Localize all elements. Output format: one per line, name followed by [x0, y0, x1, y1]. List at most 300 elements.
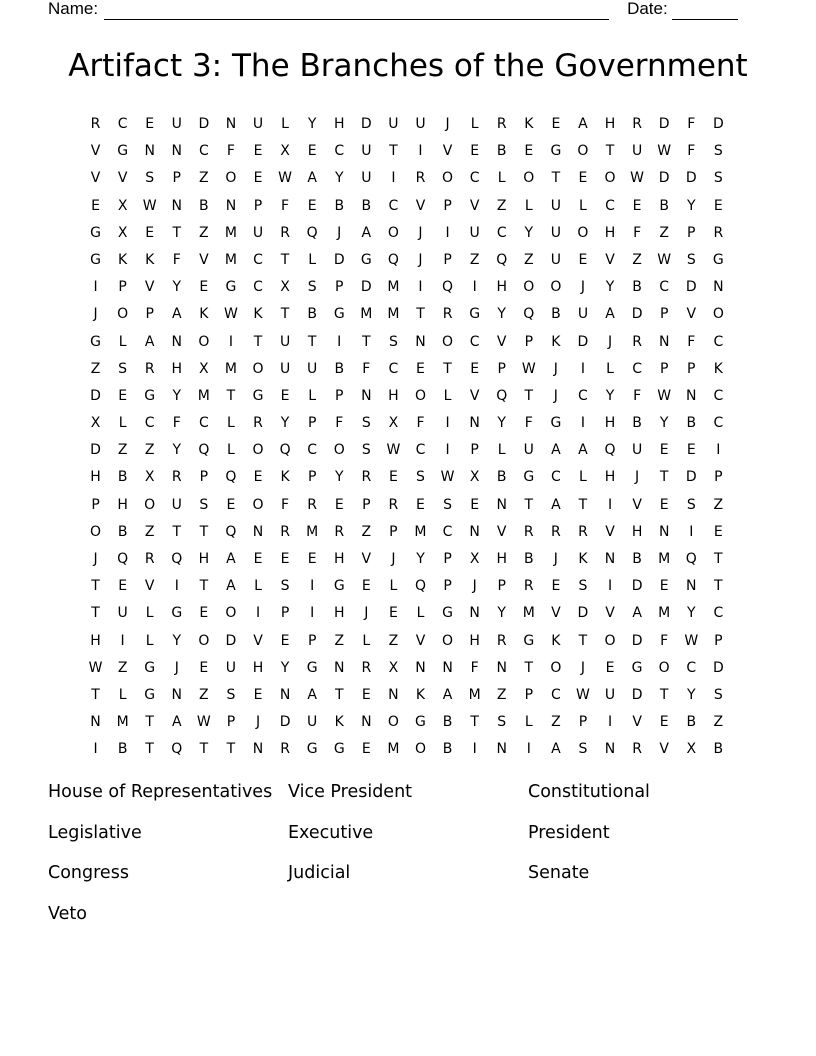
grid-letter[interactable]: K: [415, 686, 426, 703]
grid-letter[interactable]: D: [198, 116, 210, 132]
grid-letter[interactable]: S: [578, 741, 588, 758]
grid-letter[interactable]: U: [171, 116, 182, 132]
grid-letter[interactable]: N: [225, 116, 237, 132]
grid-letter[interactable]: V: [144, 279, 155, 296]
grid-letter[interactable]: T: [226, 387, 236, 404]
grid-letter[interactable]: V: [90, 170, 101, 187]
grid-letter[interactable]: J: [337, 224, 342, 241]
grid-letter[interactable]: S: [686, 496, 696, 513]
grid-letter[interactable]: C: [713, 605, 724, 622]
grid-letter[interactable]: S: [199, 496, 209, 513]
grid-letter[interactable]: T: [659, 469, 669, 486]
grid-letter[interactable]: I: [445, 415, 450, 432]
grid-letter[interactable]: R: [632, 116, 642, 132]
grid-letter[interactable]: U: [117, 605, 128, 622]
grid-letter[interactable]: W: [657, 387, 672, 404]
grid-letter[interactable]: O: [198, 632, 210, 649]
grid-letter[interactable]: D: [631, 306, 643, 323]
grid-letter[interactable]: R: [144, 360, 155, 377]
grid-letter[interactable]: Q: [306, 224, 318, 241]
grid-letter[interactable]: C: [713, 333, 724, 350]
grid-letter[interactable]: H: [333, 605, 345, 622]
grid-letter[interactable]: B: [117, 469, 128, 486]
grid-letter[interactable]: R: [280, 741, 290, 758]
grid-letter[interactable]: E: [416, 360, 425, 377]
grid-letter[interactable]: G: [712, 251, 724, 268]
grid-letter[interactable]: I: [391, 170, 396, 187]
grid-letter[interactable]: O: [252, 442, 264, 459]
grid-letter[interactable]: F: [470, 659, 479, 676]
grid-letter[interactable]: G: [550, 415, 562, 432]
grid-letter[interactable]: X: [388, 415, 399, 432]
grid-letter[interactable]: R: [415, 170, 426, 187]
grid-letter[interactable]: P: [524, 333, 534, 350]
grid-letter[interactable]: I: [607, 496, 613, 513]
grid-letter[interactable]: V: [686, 306, 697, 323]
grid-letter[interactable]: R: [578, 523, 588, 540]
grid-letter[interactable]: L: [579, 469, 587, 486]
grid-letter[interactable]: P: [687, 224, 696, 241]
grid-letter[interactable]: T: [362, 333, 371, 350]
grid-letter[interactable]: N: [469, 415, 480, 432]
grid-letter[interactable]: X: [90, 415, 101, 432]
grid-letter[interactable]: O: [550, 659, 562, 676]
grid-letter[interactable]: H: [604, 469, 616, 486]
grid-letter[interactable]: H: [171, 360, 183, 377]
grid-letter[interactable]: N: [171, 686, 183, 703]
grid-letter[interactable]: C: [469, 170, 480, 187]
grid-letter[interactable]: T: [524, 496, 534, 513]
grid-letter[interactable]: B: [632, 551, 642, 567]
grid-letter[interactable]: T: [659, 686, 669, 703]
grid-letter[interactable]: O: [523, 170, 535, 187]
grid-letter[interactable]: W: [657, 251, 672, 268]
grid-letter[interactable]: E: [416, 496, 425, 513]
grid-letter[interactable]: U: [523, 442, 534, 459]
grid-letter[interactable]: W: [142, 197, 157, 214]
grid-letter[interactable]: Y: [172, 387, 182, 404]
grid-letter[interactable]: U: [307, 360, 318, 377]
grid-letter[interactable]: Z: [144, 442, 155, 459]
grid-letter[interactable]: C: [632, 360, 642, 377]
grid-letter[interactable]: E: [199, 659, 209, 676]
grid-letter[interactable]: Y: [686, 197, 696, 214]
grid-letter[interactable]: D: [333, 251, 345, 268]
grid-letter[interactable]: O: [604, 170, 616, 187]
grid-letter[interactable]: H: [469, 632, 480, 649]
grid-letter[interactable]: I: [716, 442, 721, 459]
grid-letter[interactable]: E: [388, 605, 398, 622]
grid-letter[interactable]: V: [442, 143, 453, 160]
grid-letter[interactable]: P: [687, 360, 696, 377]
grid-letter[interactable]: E: [199, 279, 209, 296]
grid-letter[interactable]: Z: [199, 170, 209, 187]
grid-letter[interactable]: N: [388, 686, 399, 703]
grid-letter[interactable]: D: [712, 116, 724, 132]
grid-letter[interactable]: E: [253, 686, 263, 703]
grid-letter[interactable]: R: [280, 224, 290, 241]
grid-letter[interactable]: Y: [497, 605, 506, 622]
grid-letter[interactable]: G: [171, 605, 183, 622]
grid-letter[interactable]: U: [307, 714, 318, 731]
grid-letter[interactable]: Y: [416, 551, 425, 567]
grid-letter[interactable]: V: [361, 551, 372, 567]
grid-letter[interactable]: A: [551, 442, 561, 459]
grid-letter[interactable]: N: [496, 496, 507, 513]
grid-letter[interactable]: N: [658, 523, 670, 540]
grid-letter[interactable]: V: [117, 170, 128, 187]
grid-letter[interactable]: K: [118, 251, 128, 268]
grid-letter[interactable]: N: [90, 714, 101, 731]
grid-letter[interactable]: P: [307, 415, 317, 432]
grid-letter[interactable]: Y: [280, 659, 290, 676]
grid-letter[interactable]: E: [361, 686, 371, 703]
grid-letter[interactable]: D: [631, 686, 643, 703]
grid-letter[interactable]: C: [496, 224, 507, 241]
grid-letter[interactable]: T: [145, 714, 154, 731]
grid-letter[interactable]: E: [307, 197, 317, 214]
grid-letter[interactable]: N: [171, 143, 183, 160]
grid-letter[interactable]: F: [687, 143, 696, 160]
grid-letter[interactable]: P: [714, 469, 723, 486]
grid-letter[interactable]: E: [253, 469, 263, 486]
grid-letter[interactable]: T: [91, 686, 100, 703]
grid-letter[interactable]: R: [496, 116, 507, 132]
grid-letter[interactable]: I: [310, 605, 315, 622]
grid-letter[interactable]: A: [442, 686, 453, 703]
grid-letter[interactable]: E: [578, 251, 588, 268]
grid-letter[interactable]: W: [88, 659, 103, 676]
grid-letter[interactable]: B: [442, 741, 453, 758]
grid-letter[interactable]: X: [388, 659, 399, 676]
grid-letter[interactable]: P: [659, 306, 669, 323]
grid-letter[interactable]: M: [116, 714, 129, 731]
grid-letter[interactable]: Q: [225, 469, 237, 486]
grid-letter[interactable]: G: [631, 659, 643, 676]
grid-letter[interactable]: P: [470, 442, 479, 459]
grid-letter[interactable]: E: [524, 143, 534, 160]
grid-letter[interactable]: C: [415, 442, 426, 459]
grid-letter[interactable]: E: [659, 496, 669, 513]
grid-letter[interactable]: I: [526, 741, 531, 758]
grid-letter[interactable]: R: [713, 224, 724, 241]
grid-letter[interactable]: C: [686, 659, 697, 676]
grid-letter[interactable]: J: [93, 306, 98, 323]
grid-letter[interactable]: E: [145, 116, 155, 132]
grid-letter[interactable]: N: [496, 659, 507, 676]
grid-letter[interactable]: O: [144, 496, 156, 513]
grid-letter[interactable]: F: [633, 224, 642, 241]
grid-letter[interactable]: N: [252, 523, 264, 540]
grid-letter[interactable]: I: [93, 741, 98, 758]
grid-letter[interactable]: R: [551, 523, 561, 540]
grid-letter[interactable]: J: [364, 605, 369, 622]
grid-letter[interactable]: W: [386, 442, 401, 459]
grid-letter[interactable]: J: [418, 251, 423, 268]
grid-letter[interactable]: T: [578, 632, 588, 649]
grid-letter[interactable]: F: [524, 415, 533, 432]
grid-letter[interactable]: C: [442, 523, 453, 540]
grid-letter[interactable]: B: [523, 551, 534, 567]
grid-letter[interactable]: H: [604, 116, 616, 132]
grid-letter[interactable]: A: [578, 442, 588, 459]
grid-letter[interactable]: E: [334, 496, 344, 513]
grid-letter[interactable]: T: [524, 387, 534, 404]
grid-letter[interactable]: I: [120, 632, 125, 649]
grid-letter[interactable]: C: [253, 251, 263, 268]
grid-letter[interactable]: H: [333, 551, 345, 567]
grid-letter[interactable]: F: [226, 143, 235, 160]
grid-letter[interactable]: F: [362, 360, 371, 377]
grid-letter[interactable]: R: [496, 632, 507, 649]
grid-letter[interactable]: P: [497, 578, 506, 595]
grid-letter[interactable]: S: [443, 496, 452, 513]
grid-letter[interactable]: P: [443, 551, 452, 567]
grid-letter[interactable]: B: [659, 197, 669, 214]
grid-letter[interactable]: Z: [632, 251, 642, 268]
grid-letter[interactable]: X: [469, 551, 480, 567]
grid-letter[interactable]: T: [280, 251, 290, 268]
grid-letter[interactable]: B: [632, 279, 642, 296]
grid-letter[interactable]: B: [117, 741, 128, 758]
grid-letter[interactable]: G: [90, 333, 101, 350]
grid-letter[interactable]: Q: [442, 279, 454, 296]
grid-letter[interactable]: B: [713, 741, 724, 758]
grid-letter[interactable]: H: [90, 469, 101, 486]
grid-letter[interactable]: A: [144, 333, 155, 350]
grid-letter[interactable]: E: [91, 197, 100, 214]
grid-letter[interactable]: A: [307, 686, 317, 703]
grid-letter[interactable]: E: [605, 659, 615, 676]
grid-letter[interactable]: O: [117, 306, 129, 323]
grid-letter[interactable]: S: [713, 143, 723, 160]
grid-letter[interactable]: O: [577, 143, 589, 160]
grid-letter[interactable]: G: [90, 224, 101, 241]
grid-letter[interactable]: J: [580, 659, 586, 676]
grid-letter[interactable]: E: [713, 197, 723, 214]
grid-letter[interactable]: Q: [171, 741, 183, 758]
grid-letter[interactable]: Q: [117, 551, 129, 567]
grid-letter[interactable]: G: [333, 306, 345, 323]
grid-letter[interactable]: D: [685, 469, 697, 486]
grid-letter[interactable]: G: [144, 686, 156, 703]
grid-letter[interactable]: L: [389, 578, 398, 595]
grid-letter[interactable]: N: [713, 279, 724, 296]
grid-letter[interactable]: X: [686, 741, 697, 758]
grid-letter[interactable]: E: [686, 442, 696, 459]
grid-letter[interactable]: Y: [280, 415, 290, 432]
grid-letter[interactable]: I: [689, 523, 694, 540]
grid-letter[interactable]: G: [90, 251, 101, 268]
grid-letter[interactable]: D: [685, 279, 697, 296]
grid-letter[interactable]: F: [281, 197, 290, 214]
grid-letter[interactable]: T: [199, 741, 209, 758]
grid-letter[interactable]: Q: [279, 442, 291, 459]
grid-letter[interactable]: H: [198, 551, 210, 567]
grid-letter[interactable]: I: [93, 279, 98, 296]
grid-letter[interactable]: S: [226, 686, 236, 703]
grid-letter[interactable]: Z: [713, 496, 724, 513]
grid-letter[interactable]: G: [252, 387, 264, 404]
grid-letter[interactable]: Y: [497, 306, 506, 323]
grid-letter[interactable]: R: [632, 333, 642, 350]
grid-letter[interactable]: C: [198, 415, 209, 432]
grid-letter[interactable]: S: [361, 442, 371, 459]
grid-letter[interactable]: S: [280, 578, 290, 595]
grid-letter[interactable]: R: [388, 496, 399, 513]
grid-letter[interactable]: N: [279, 686, 291, 703]
grid-letter[interactable]: I: [310, 578, 315, 595]
grid-letter[interactable]: X: [199, 360, 209, 377]
grid-letter[interactable]: W: [684, 632, 699, 649]
grid-letter[interactable]: F: [687, 116, 696, 132]
grid-letter[interactable]: P: [443, 578, 452, 595]
grid-letter[interactable]: E: [551, 578, 561, 595]
grid-letter[interactable]: T: [416, 306, 425, 323]
grid-letter[interactable]: L: [254, 578, 262, 595]
grid-letter[interactable]: U: [225, 659, 237, 676]
grid-letter[interactable]: K: [334, 714, 344, 731]
grid-letter[interactable]: G: [469, 306, 481, 323]
grid-letter[interactable]: X: [469, 469, 480, 486]
grid-letter[interactable]: E: [388, 469, 398, 486]
grid-letter[interactable]: S: [307, 279, 317, 296]
grid-letter[interactable]: J: [580, 279, 586, 296]
grid-letter[interactable]: M: [468, 686, 481, 703]
grid-letter[interactable]: W: [576, 686, 590, 703]
grid-letter[interactable]: A: [551, 496, 561, 513]
grid-letter[interactable]: N: [361, 387, 372, 404]
grid-letter[interactable]: C: [550, 469, 561, 486]
grid-letter[interactable]: R: [361, 469, 372, 486]
grid-letter[interactable]: L: [118, 686, 127, 703]
grid-letter[interactable]: O: [442, 632, 454, 649]
grid-letter[interactable]: R: [171, 469, 182, 486]
grid-letter[interactable]: Z: [659, 224, 669, 241]
grid-letter[interactable]: N: [658, 333, 670, 350]
grid-letter[interactable]: N: [415, 333, 426, 350]
grid-letter[interactable]: K: [145, 251, 155, 268]
grid-letter[interactable]: E: [199, 605, 209, 622]
grid-letter[interactable]: B: [334, 197, 345, 214]
grid-letter[interactable]: B: [686, 714, 697, 731]
grid-letter[interactable]: Z: [523, 251, 534, 268]
grid-letter[interactable]: U: [604, 686, 616, 703]
grid-letter[interactable]: C: [713, 415, 724, 432]
grid-letter[interactable]: Q: [171, 551, 183, 567]
grid-letter[interactable]: O: [658, 659, 670, 676]
grid-letter[interactable]: E: [307, 143, 317, 160]
grid-letter[interactable]: H: [333, 116, 345, 132]
grid-letter[interactable]: O: [577, 224, 589, 241]
grid-letter[interactable]: Y: [686, 686, 696, 703]
grid-letter[interactable]: Y: [172, 279, 182, 296]
grid-letter[interactable]: T: [253, 333, 263, 350]
grid-letter[interactable]: P: [280, 605, 290, 622]
grid-letter[interactable]: N: [469, 523, 480, 540]
grid-letter[interactable]: Q: [387, 251, 399, 268]
grid-letter[interactable]: E: [713, 523, 723, 540]
grid-letter[interactable]: C: [388, 197, 399, 214]
grid-letter[interactable]: Q: [198, 442, 210, 459]
grid-letter[interactable]: T: [551, 170, 561, 187]
grid-letter[interactable]: L: [606, 360, 614, 377]
grid-letter[interactable]: A: [632, 605, 642, 622]
grid-letter[interactable]: V: [90, 143, 101, 160]
grid-letter[interactable]: O: [414, 741, 426, 758]
grid-letter[interactable]: O: [414, 387, 426, 404]
grid-letter[interactable]: A: [307, 170, 317, 187]
grid-letter[interactable]: C: [713, 387, 724, 404]
grid-letter[interactable]: E: [470, 496, 480, 513]
grid-letter[interactable]: W: [657, 143, 672, 160]
grid-letter[interactable]: S: [118, 360, 128, 377]
grid-letter[interactable]: Y: [334, 170, 344, 187]
grid-letter[interactable]: P: [226, 714, 236, 731]
grid-letter[interactable]: E: [470, 143, 480, 160]
grid-letter[interactable]: C: [117, 116, 128, 132]
grid-letter[interactable]: D: [658, 116, 670, 132]
grid-letter[interactable]: T: [524, 659, 534, 676]
grid-letter[interactable]: O: [90, 523, 102, 540]
grid-letter[interactable]: U: [388, 116, 399, 132]
grid-letter[interactable]: V: [659, 741, 669, 758]
grid-letter[interactable]: E: [226, 496, 236, 513]
grid-letter[interactable]: I: [228, 333, 233, 350]
grid-letter[interactable]: K: [713, 360, 723, 377]
grid-letter[interactable]: P: [118, 279, 127, 296]
grid-letter[interactable]: A: [226, 551, 236, 567]
grid-letter[interactable]: P: [443, 251, 452, 268]
grid-letter[interactable]: P: [714, 632, 723, 649]
grid-letter[interactable]: A: [226, 578, 236, 595]
grid-letter[interactable]: E: [659, 714, 669, 731]
grid-letter[interactable]: J: [553, 387, 558, 404]
grid-letter[interactable]: U: [252, 116, 264, 132]
grid-letter[interactable]: J: [174, 659, 179, 676]
grid-letter[interactable]: L: [308, 251, 317, 268]
grid-letter[interactable]: E: [280, 632, 290, 649]
grid-letter[interactable]: F: [281, 496, 290, 513]
grid-letter[interactable]: U: [361, 170, 372, 187]
grid-letter[interactable]: M: [360, 306, 373, 323]
grid-letter[interactable]: C: [550, 686, 561, 703]
grid-letter[interactable]: N: [361, 714, 372, 731]
grid-letter[interactable]: M: [224, 224, 237, 241]
grid-letter[interactable]: O: [523, 279, 535, 296]
grid-letter[interactable]: O: [442, 170, 454, 187]
grid-letter[interactable]: M: [387, 306, 400, 323]
grid-letter[interactable]: C: [605, 197, 615, 214]
grid-letter[interactable]: K: [253, 306, 263, 323]
grid-letter[interactable]: B: [632, 415, 642, 432]
grid-letter[interactable]: R: [144, 551, 155, 567]
grid-letter[interactable]: S: [416, 469, 425, 486]
grid-letter[interactable]: N: [415, 659, 426, 676]
grid-letter[interactable]: S: [497, 714, 507, 731]
grid-letter[interactable]: R: [280, 523, 290, 540]
grid-letter[interactable]: L: [497, 170, 506, 187]
grid-letter[interactable]: G: [415, 714, 426, 731]
grid-letter[interactable]: T: [470, 714, 479, 731]
grid-letter[interactable]: P: [389, 523, 398, 540]
grid-letter[interactable]: B: [496, 469, 507, 486]
grid-letter[interactable]: G: [360, 251, 372, 268]
grid-letter[interactable]: S: [686, 251, 696, 268]
grid-letter[interactable]: C: [253, 279, 263, 296]
grid-letter[interactable]: G: [333, 578, 345, 595]
grid-letter[interactable]: M: [197, 387, 210, 404]
